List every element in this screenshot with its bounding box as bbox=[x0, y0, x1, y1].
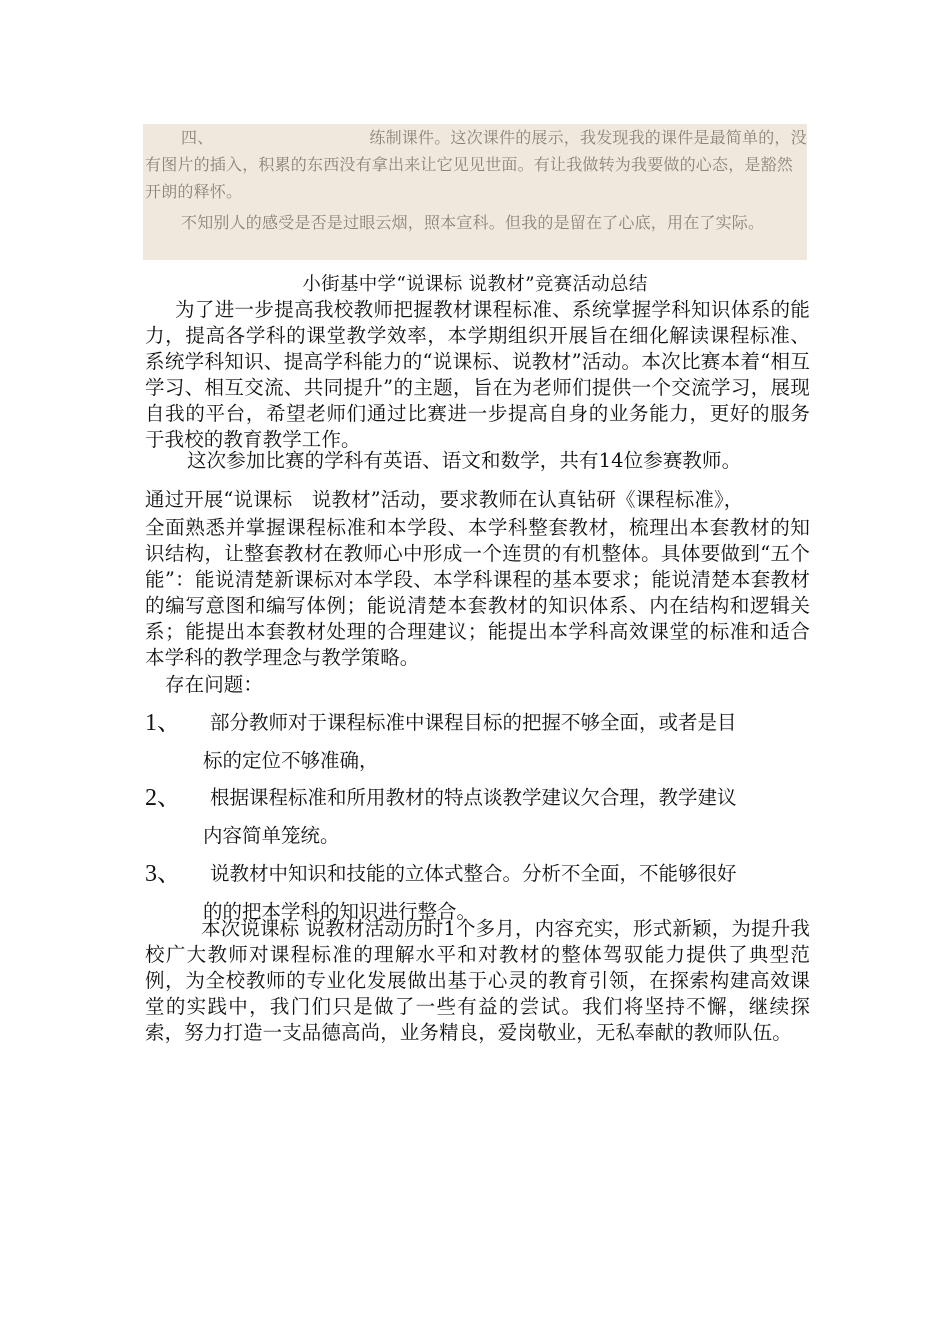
conclusion-paragraph: 本次说课标 说教材活动历时1个多月，内容充实，形式新颖，为提升我校广大教师对课程标准的理解水平和对教材的整体驾驭能力提供了典型范例，为全校教师的专业化发展做出基于心灵的教育引领，在探索构建高效课堂的实践中，我门们只是做了一些有益的尝试。我们将坚持不懈，继续探索，努力打造一支品德高尚，业务精良，爱岗敬业，无私奉献的教师队伍。 bbox=[145, 917, 810, 1044]
shaded-paragraph-1-text: 练制课件。这次课件的展示，我发现我的课件是最简单的，没有图片的插入，积累的东西没有拿出来让它见见世面。有让我做转为我要做的心态，是豁然开朗的释怀。 bbox=[145, 128, 807, 201]
issues-heading: 存在问题： bbox=[165, 673, 264, 696]
document-title: 小街基中学“说课标 说教材”竞赛活动总结 bbox=[302, 274, 648, 295]
list-item-text-line1: 说教材中知识和技能的立体式整合。分析不全面，不能够很好 bbox=[210, 862, 737, 885]
shaded-paragraph-1 bbox=[145, 124, 807, 205]
list-item-text-line1: 根据课程标准和所用教材的特点谈教学建议欠合理，教学建议 bbox=[210, 786, 737, 809]
list-item-text-line2: 的的把本学科的知识进行整合。 bbox=[203, 900, 477, 923]
requirements-lead-paragraph: 通过开展“说课标 说教材”活动，要求教师在认真钻研《课程标准》， bbox=[145, 488, 744, 511]
shaded-paragraph-1-prefix: 四、 bbox=[181, 128, 214, 147]
list-item-text-line1: 部分教师对于课程标准中课程目标的把握不够全面，或者是目 bbox=[210, 711, 737, 734]
list-item-text-line2: 内容简单笼统。 bbox=[203, 824, 340, 847]
list-item-number: 2、 bbox=[145, 785, 181, 811]
intro-paragraph: 为了进一步提高我校教师把握教材课程标准、系统掌握学科知识体系的能力，提高各学科的课堂教学效率，本学期组织开展旨在细化解读课程标准、系统学科知识、提高学科能力的“说课标、说教材”活动。本次比赛本着“相互学习、相互交流、共同提升”的主题，旨在为老师们提供一个交流学习，展现自我的平台，希望老师们通过比赛进一步提高自身的业务能力，更好的服务于我校的教育教学工作。 bbox=[145, 298, 810, 451]
list-item-number: 1、 bbox=[145, 710, 181, 736]
list-item-text-line2: 标的定位不够准确， bbox=[203, 749, 379, 772]
participants-paragraph: 这次参加比赛的学科有英语、语文和数学，共有14位参赛教师。 bbox=[187, 449, 742, 472]
requirements-paragraph: 全面熟悉并掌握课程标准和本学段、本学科整套教材，梳理出本套教材的知识结构，让整套教材在教师心中形成一个连贯的有机整体。具体要做到“五个能”：能说清楚新课标对本学段、本学科课程的基本要求；能说清楚本套教材的编写意图和编写体例；能说清楚本套教材的知识体系、内在结构和逻辑关系；能提出本套教材处理的合理建议；能提出本学科高效课堂的标准和适合本学科的教学理念与教学策略。 bbox=[145, 516, 810, 669]
list-item-number: 3、 bbox=[145, 861, 181, 887]
shaded-paragraph-2: 不知别人的感受是否是过眼云烟，照本宣科。但我的是留在了心底，用在了实际。 bbox=[181, 213, 765, 232]
